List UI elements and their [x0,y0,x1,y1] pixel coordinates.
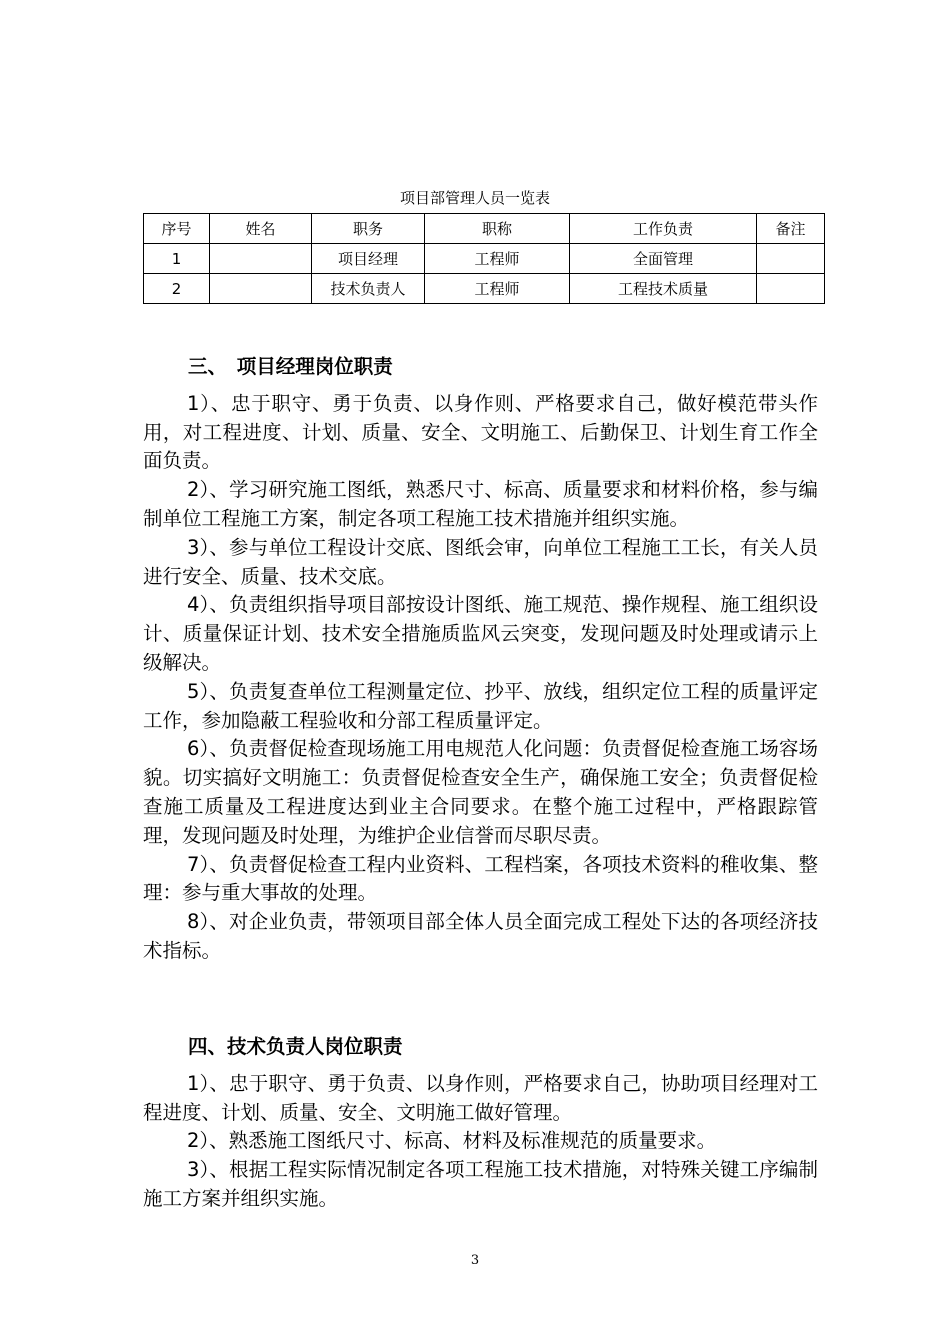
table-row [144,244,825,274]
paragraph: 6）、负责督促检查现场施工用电规范人化问题：负责督促检查施工场容场貌。切实搞好文明施工：负责督促检查安全生产，确保施工安全；负责督促检查施工质量及工程进度达到业主合同要求。在整个施工过程中，严格跟踪管理，发现问题及时处理，为维护企业信誉而尽职尽责。 [143,737,818,847]
table-cell: 工程师 [425,274,570,304]
column-header: 工作负责 [570,214,757,244]
table-cell: 工程技术质量 [570,274,757,304]
paragraph: 8）、对企业负责，带领项目部全体人员全面完成工程处下达的各项经济技术指标。 [143,910,818,962]
table-cell: 工程师 [425,244,570,274]
column-header: 序号 [144,214,210,244]
paragraph: 2）、学习研究施工图纸，熟悉尺寸、标高、质量要求和材料价格，参与编制单位工程施工方案，制定各项工程施工技术措施并组织实施。 [143,478,818,530]
table-cell: 技术负责人 [312,274,425,304]
table-row [144,274,825,304]
paragraph: 4）、负责组织指导项目部按设计图纸、施工规范、操作规程、施工组织设计、质量保证计划、技术安全措施质监风云突变，发现问题及时处理或请示上级解决。 [143,593,818,674]
column-header: 职务 [312,214,425,244]
paragraph: 7）、负责督促检查工程内业资料、工程档案，各项技术资料的稚收集、整理：参与重大事故的处理。 [143,852,818,905]
table-cell: 1 [144,244,210,274]
paragraph: 1）、忠于职守、勇于负责、以身作则，严格要求自己，协助项目经理对工程进度、计划、质量、安全、文明施工做好管理。 [143,1071,818,1124]
section-heading: 三、 项目经理岗位职责 [188,355,393,378]
section-project-manager-duties [143,353,818,966]
table-header-row [144,214,825,244]
page-number: 3 [470,1253,480,1268]
paragraph: 1）、忠于职守、勇于负责、以身作则、严格要求自己，做好模范带头作用，对工程进度、计划、质量、安全、文明施工、后勤保卫、计划生育工作全面负责。 [143,391,818,473]
paragraph: 2）、熟悉施工图纸尺寸、标高、材料及标准规范的质量要求。 [187,1129,717,1153]
table-cell: 全面管理 [570,244,757,274]
table-cell: 项目经理 [312,244,425,274]
section-technical-lead-duties [143,1033,818,1214]
paragraph: 3）、根据工程实际情况制定各项工程施工技术措施，对特殊关键工序编制施工方案并组织实施。 [143,1158,818,1210]
column-header: 姓名 [210,214,312,244]
column-header: 备注 [757,214,825,244]
table-cell [210,244,312,274]
section-heading: 四、技术负责人岗位职责 [188,1035,403,1058]
table-cell [210,274,312,304]
paragraph: 3）、参与单位工程设计交底、图纸会审，向单位工程施工工长，有关人员进行安全、质量、技术交底。 [143,535,818,588]
table-cell [757,244,825,274]
column-header: 职称 [425,214,570,244]
staff-table [143,213,825,304]
table-cell: 2 [144,274,210,304]
table-caption: 项目部管理人员一览表 [399,189,550,207]
table-cell [757,274,825,304]
paragraph: 5）、负责复查单位工程测量定位、抄平、放线，组织定位工程的质量评定工作，参加隐蔽工程验收和分部工程质量评定。 [143,679,818,732]
